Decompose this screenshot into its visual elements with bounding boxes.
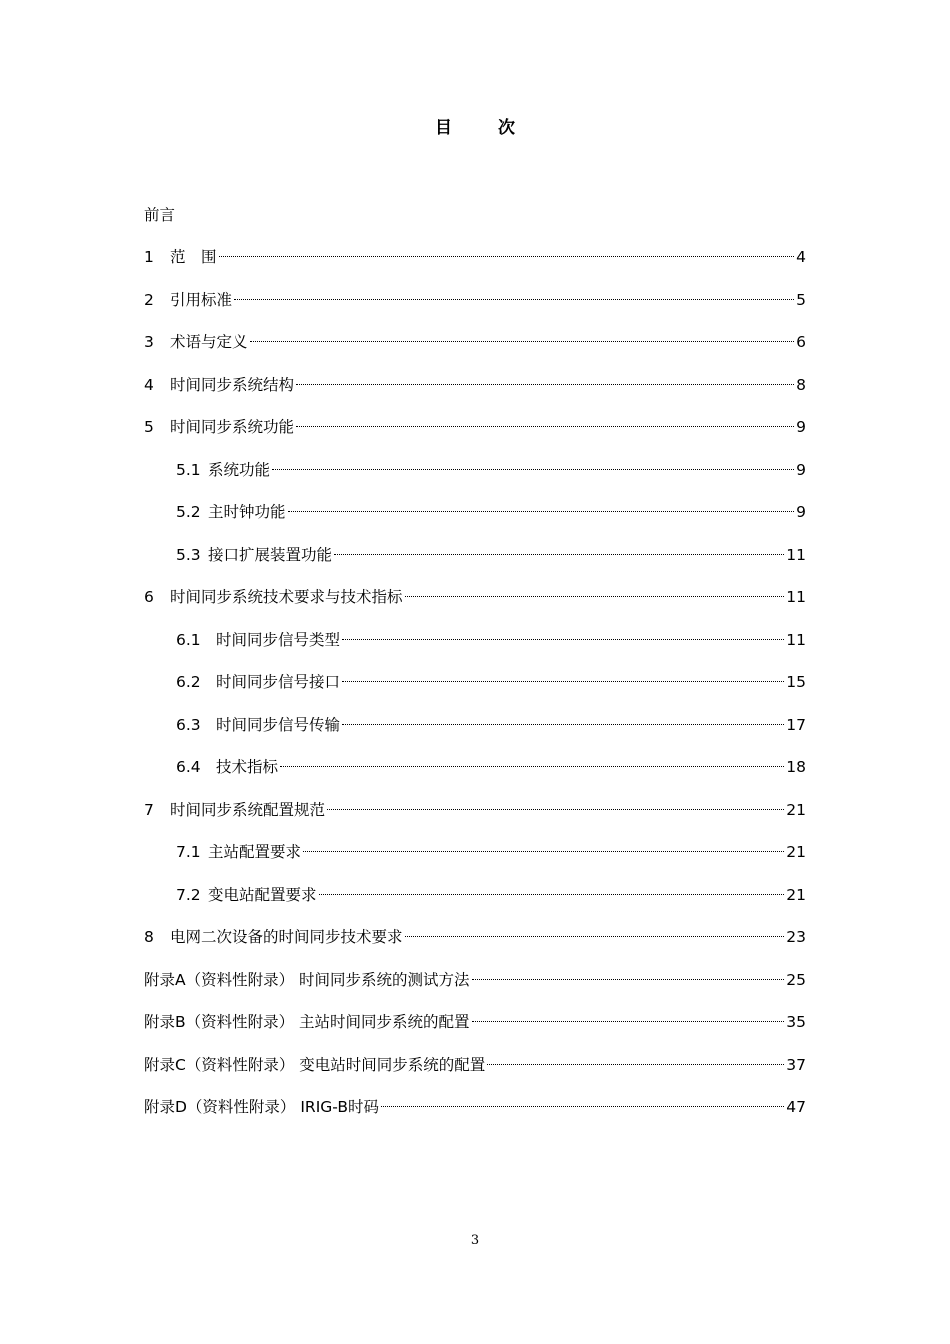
toc-entry-number: 6.2	[176, 673, 201, 691]
toc-entry-number: 6.4	[176, 758, 201, 776]
page-number: 3	[470, 1233, 480, 1248]
toc-leader	[250, 341, 795, 342]
toc-leader	[288, 511, 795, 512]
toc-entry-page: 21	[786, 886, 806, 904]
toc-entry-label: 系统功能	[208, 461, 271, 479]
toc-entry-label: 前言	[144, 206, 176, 224]
toc-entry-label: 附录B（资料性附录） 主站时间同步系统的配置	[144, 1013, 470, 1031]
toc-leader	[303, 851, 784, 852]
toc-entry-number: 5	[144, 418, 154, 436]
toc-entry-page: 9	[796, 461, 806, 479]
toc-leader	[272, 469, 794, 470]
title-char-1: 目	[435, 118, 452, 138]
toc-entry-label: 附录C（资料性附录） 变电站时间同步系统的配置	[144, 1056, 486, 1074]
toc-entry-number: 5.1	[176, 461, 201, 479]
toc-entry-6[interactable]	[144, 584, 806, 610]
toc-entry-number: 7	[144, 801, 154, 819]
title-char-2: 次	[498, 118, 515, 138]
toc-entry-label: 时间同步系统配置规范	[170, 801, 326, 819]
toc-entry-number: 4	[144, 376, 154, 394]
toc-entry-number: 7.2	[176, 886, 201, 904]
toc-entry-6-3[interactable]	[176, 712, 806, 738]
toc-entry-label: 附录A（资料性附录） 时间同步系统的测试方法	[144, 971, 470, 989]
toc-entry-page: 6	[796, 333, 806, 351]
toc-entry-5-2[interactable]	[176, 499, 806, 525]
toc-leader	[327, 809, 784, 810]
toc-entry-number: 5.2	[176, 503, 201, 521]
toc-entry-6-1[interactable]	[176, 627, 806, 653]
toc-entry-1[interactable]	[144, 244, 806, 270]
toc-entry-label: 时间同步信号类型	[216, 631, 341, 649]
toc-entry-page: 11	[786, 588, 806, 606]
page-title	[0, 116, 950, 140]
toc-entry-8[interactable]	[144, 924, 806, 950]
toc-entry-number: 8	[144, 928, 154, 946]
toc-entry-page: 15	[786, 673, 806, 691]
toc-entry-number: 2	[144, 291, 154, 309]
toc-entry-page: 4	[796, 248, 806, 266]
toc-leader	[219, 256, 795, 257]
toc-entry-7[interactable]	[144, 797, 806, 823]
toc-entry-page: 5	[796, 291, 806, 309]
toc-leader	[342, 724, 784, 725]
toc-entry-page: 9	[796, 503, 806, 521]
toc-leader	[342, 681, 784, 682]
toc-entry-page: 37	[786, 1056, 806, 1074]
toc-entry-appendix-d[interactable]	[144, 1094, 806, 1120]
toc-entry-label: 主时钟功能	[208, 503, 286, 521]
toc-entry-2[interactable]	[144, 287, 806, 313]
toc-leader	[334, 554, 784, 555]
toc-entry-label: 时间同步系统技术要求与技术指标	[170, 588, 403, 606]
toc-entry-number: 1	[144, 248, 154, 266]
toc-entry-label: 附录D（资料性附录） IRIG-B时码	[144, 1098, 379, 1116]
toc-entry-label: 变电站配置要求	[208, 886, 317, 904]
toc-leader	[319, 894, 785, 895]
toc-entry-page: 21	[786, 843, 806, 861]
toc-entry-number: 6.3	[176, 716, 201, 734]
toc-leader	[296, 384, 794, 385]
toc-entry-label: 引用标准	[170, 291, 233, 309]
toc-leader	[296, 426, 794, 427]
toc-entry-3[interactable]	[144, 329, 806, 355]
toc-entry-5[interactable]	[144, 414, 806, 440]
toc-leader	[381, 1106, 784, 1107]
toc-entry-label: 时间同步信号传输	[216, 716, 341, 734]
toc-leader	[472, 979, 785, 980]
toc-entry-6-2[interactable]	[176, 669, 806, 695]
toc-entry-number: 6.1	[176, 631, 201, 649]
toc-entry-page: 35	[786, 1013, 806, 1031]
toc-entry-page: 18	[786, 758, 806, 776]
toc-entry-label: 时间同步系统功能	[170, 418, 295, 436]
toc-entry-appendix-b[interactable]	[144, 1009, 806, 1035]
toc-entry-7-2[interactable]	[176, 882, 806, 908]
toc-entry-5-1[interactable]	[176, 457, 806, 483]
toc-entry-7-1[interactable]	[176, 839, 806, 865]
toc-entry-page: 17	[786, 716, 806, 734]
toc-entry-5-3[interactable]	[176, 542, 806, 568]
toc-entry-label: 电网二次设备的时间同步技术要求	[170, 928, 403, 946]
toc-entry-page: 21	[786, 801, 806, 819]
toc-entry-number: 6	[144, 588, 154, 606]
toc-entry-6-4[interactable]	[176, 754, 806, 780]
toc-entry-label: 范 围	[170, 248, 217, 266]
toc-entry-preface[interactable]	[144, 202, 806, 228]
toc-entry-page: 9	[796, 418, 806, 436]
toc-entry-4[interactable]	[144, 372, 806, 398]
toc-entry-page: 47	[786, 1098, 806, 1116]
toc-leader	[472, 1021, 785, 1022]
toc-leader	[487, 1064, 784, 1065]
toc-entry-label: 时间同步信号接口	[216, 673, 341, 691]
toc-entry-label: 主站配置要求	[208, 843, 302, 861]
toc-entry-page: 8	[796, 376, 806, 394]
toc-entry-number: 7.1	[176, 843, 201, 861]
toc-entry-label: 接口扩展装置功能	[208, 546, 333, 564]
toc-leader	[234, 299, 794, 300]
toc-entry-appendix-c[interactable]	[144, 1052, 806, 1078]
toc-entry-page: 25	[786, 971, 806, 989]
toc-entry-appendix-a[interactable]	[144, 967, 806, 993]
toc-leader	[342, 639, 784, 640]
toc-entry-page: 11	[786, 631, 806, 649]
toc-leader	[280, 766, 784, 767]
toc-entry-label: 时间同步系统结构	[170, 376, 295, 394]
toc-entry-number: 3	[144, 333, 154, 351]
toc-leader	[405, 596, 785, 597]
toc-entry-number: 5.3	[176, 546, 201, 564]
toc-entry-label: 术语与定义	[170, 333, 248, 351]
toc-entry-page: 11	[786, 546, 806, 564]
toc-entry-page: 23	[786, 928, 806, 946]
toc-leader	[405, 936, 785, 937]
toc-entry-label: 技术指标	[216, 758, 279, 776]
